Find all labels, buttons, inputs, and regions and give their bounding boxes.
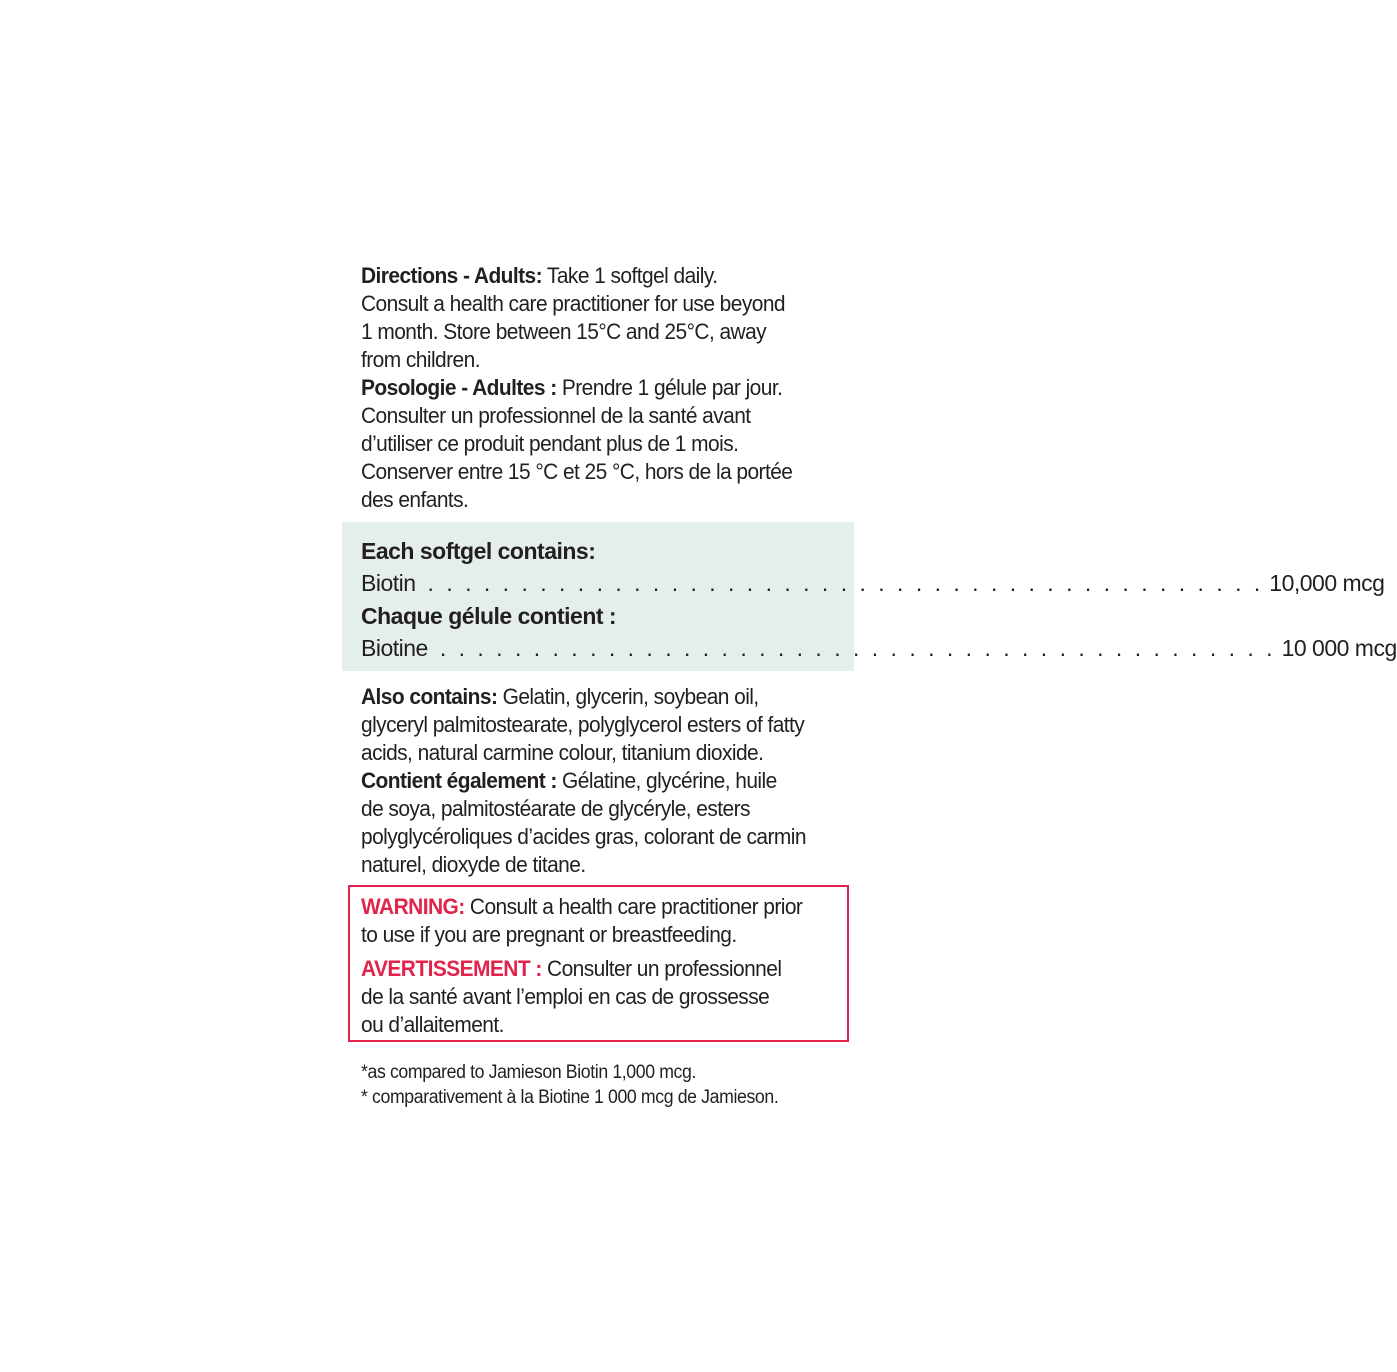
directions-en-line: 1 month. Store between 15°C and 25°C, away [361,319,767,344]
footnote-fr: * comparativement à la Biotine 1 000 mcg de Jamieson. [361,1087,779,1108]
footnote-en: *as compared to Jamieson Biotin 1,000 mcg. [361,1062,697,1083]
also-contains-fr-label: Contient également : [361,768,557,793]
warning-fr-line: ou d’allaitement. [361,1012,504,1037]
also-contains-en-label: Also contains: [361,684,498,709]
also-en-line: acids, natural carmine colour, titanium dioxide. [361,740,764,765]
leader-dots: . . . . . . . . . . . . . . . . . . . . . . . . . . . . . . . . . . . . . . . . . . . . . [427,570,1264,596]
directions-fr-line: d’utiliser ce produit pendant plus de 1 mois. [361,431,739,456]
directions-en-line: Consult a health care practitioner for use beyond [361,291,785,316]
warning-section [361,893,845,1039]
warning-en-line: Consult a health care practitioner prior [464,894,803,919]
warning-fr-label: AVERTISSEMENT : [361,956,542,981]
ingredient-row-fr [361,633,1397,664]
directions-fr-label: Posologie - Adultes : [361,375,557,400]
contains-heading-fr: Chaque gélule contient : [361,603,617,629]
directions-fr-line: Prendre 1 gélule par jour. [556,375,783,400]
warning-fr-line: de la santé avant l’emploi en cas de grossesse [361,984,770,1009]
directions-fr-line: Consulter un professionnel de la santé avant [361,403,751,428]
directions-fr-line: Conserver entre 15 °C et 25 °C, hors de la portée [361,459,793,484]
directions-fr [361,374,807,514]
directions-en [361,262,807,374]
also-en-line: Gelatin, glycerin, soybean oil, [497,684,759,709]
warning-en [361,893,845,949]
ingredient-amount-fr: 10 000 mcg [1281,635,1397,661]
warning-fr-line: Consulter un professionnel [541,956,782,981]
warning-en-label: WARNING: [361,894,465,919]
also-fr-line: naturel, dioxyde de titane. [361,852,586,877]
warning-fr [361,955,845,1039]
directions-section [361,262,807,514]
leader-dots: . . . . . . . . . . . . . . . . . . . . . . . . . . . . . . . . . . . . . . . . . . . . . [439,635,1276,661]
ingredient-name-en: Biotin [361,570,416,596]
contains-heading-en: Each softgel contains: [361,538,596,564]
warning-en-line: to use if you are pregnant or breastfeeding. [361,922,737,947]
directions-en-line: Take 1 softgel daily. [542,263,718,288]
also-fr-line: polyglycéroliques d’acides gras, colorant de carmin [361,824,806,849]
also-fr-line: de soya, palmitostéarate de glycéryle, esters [361,796,750,821]
also-fr-line: Gélatine, glycérine, huile [556,768,777,793]
non-medicinal-ingredients [361,683,845,879]
directions-fr-line: des enfants. [361,487,469,512]
ingredient-name-fr: Biotine [361,635,428,661]
ingredient-amount-en: 10,000 mcg [1269,570,1385,596]
also-en-line: glyceryl palmitostearate, polyglycerol esters of fatty [361,712,805,737]
also-contains-en [361,683,845,767]
directions-en-line: from children. [361,347,480,372]
ingredients-panel [361,534,1397,664]
directions-en-label: Directions - Adults: [361,263,543,288]
footnotes [361,1060,845,1110]
also-contains-fr [361,767,845,879]
ingredient-row-en [361,568,1385,599]
